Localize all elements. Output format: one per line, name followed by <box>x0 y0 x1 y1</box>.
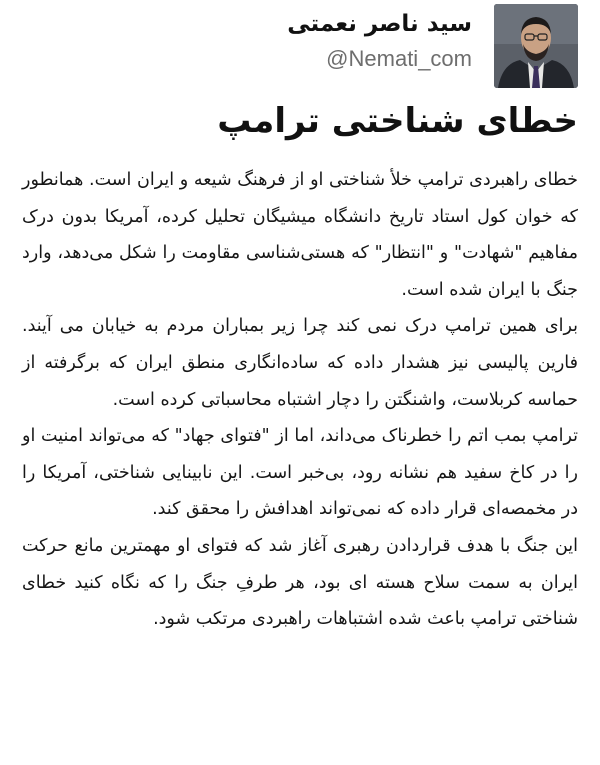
post-title: خطای شناختی ترامپ <box>217 101 578 141</box>
author-handle[interactable]: @Nemati_com <box>326 46 472 71</box>
avatar-photo <box>494 4 578 88</box>
post-body <box>22 162 578 638</box>
user-meta <box>287 8 472 74</box>
avatar[interactable] <box>494 4 578 88</box>
paragraph: این جنگ با هدف قراردادن رهبری آغاز شد که فتوای او مهمترین مانع حرکت ایران به سمت سلاح هسته ای بود، هر طرفِ جنگ را که نگاه کنید خطای شناختی ترامپ باعث شده اشتباهات راهبردی مرتکب شود. <box>22 535 578 630</box>
paragraph: ترامپ بمب اتم را خطرناک می‌داند، اما از "فتوای جهاد" که می‌تواند امنیت او را در کاخ سفید هم نشانه رود، بی‌خبر است. این نابینایی شناختی، آمریکا را در مخمصه‌ای قرار داده که نمی‌تواند اهدافش را محقق کند. <box>22 426 578 520</box>
paragraph: خطای راهبردی ترامپ خلأ شناختی او از فرهنگ شیعه و ایران است. همانطور که خوان کول استاد تاریخ دانشگاه میشیگان تحلیل کرده، آمریکا بدون درک مفاهیم "شهادت" و "انتظار" که هستی‌شناسی مقاومت را شکل می‌دهد، وارد جنگ با ایران شده است. <box>22 170 578 300</box>
author-name[interactable]: سید ناصر نعمتی <box>287 11 472 37</box>
post-header <box>0 0 600 92</box>
paragraph: برای همین ترامپ درک نمی کند چرا زیر بمباران مردم به خیابان می آیند. فارین پالیسی نیز هشدار داده که ساده‌انگاری منطق ایران که برگرفته از حماسه کربلاست، واشنگتن را دچار اشتباه محاسباتی کرده است. <box>22 316 578 410</box>
